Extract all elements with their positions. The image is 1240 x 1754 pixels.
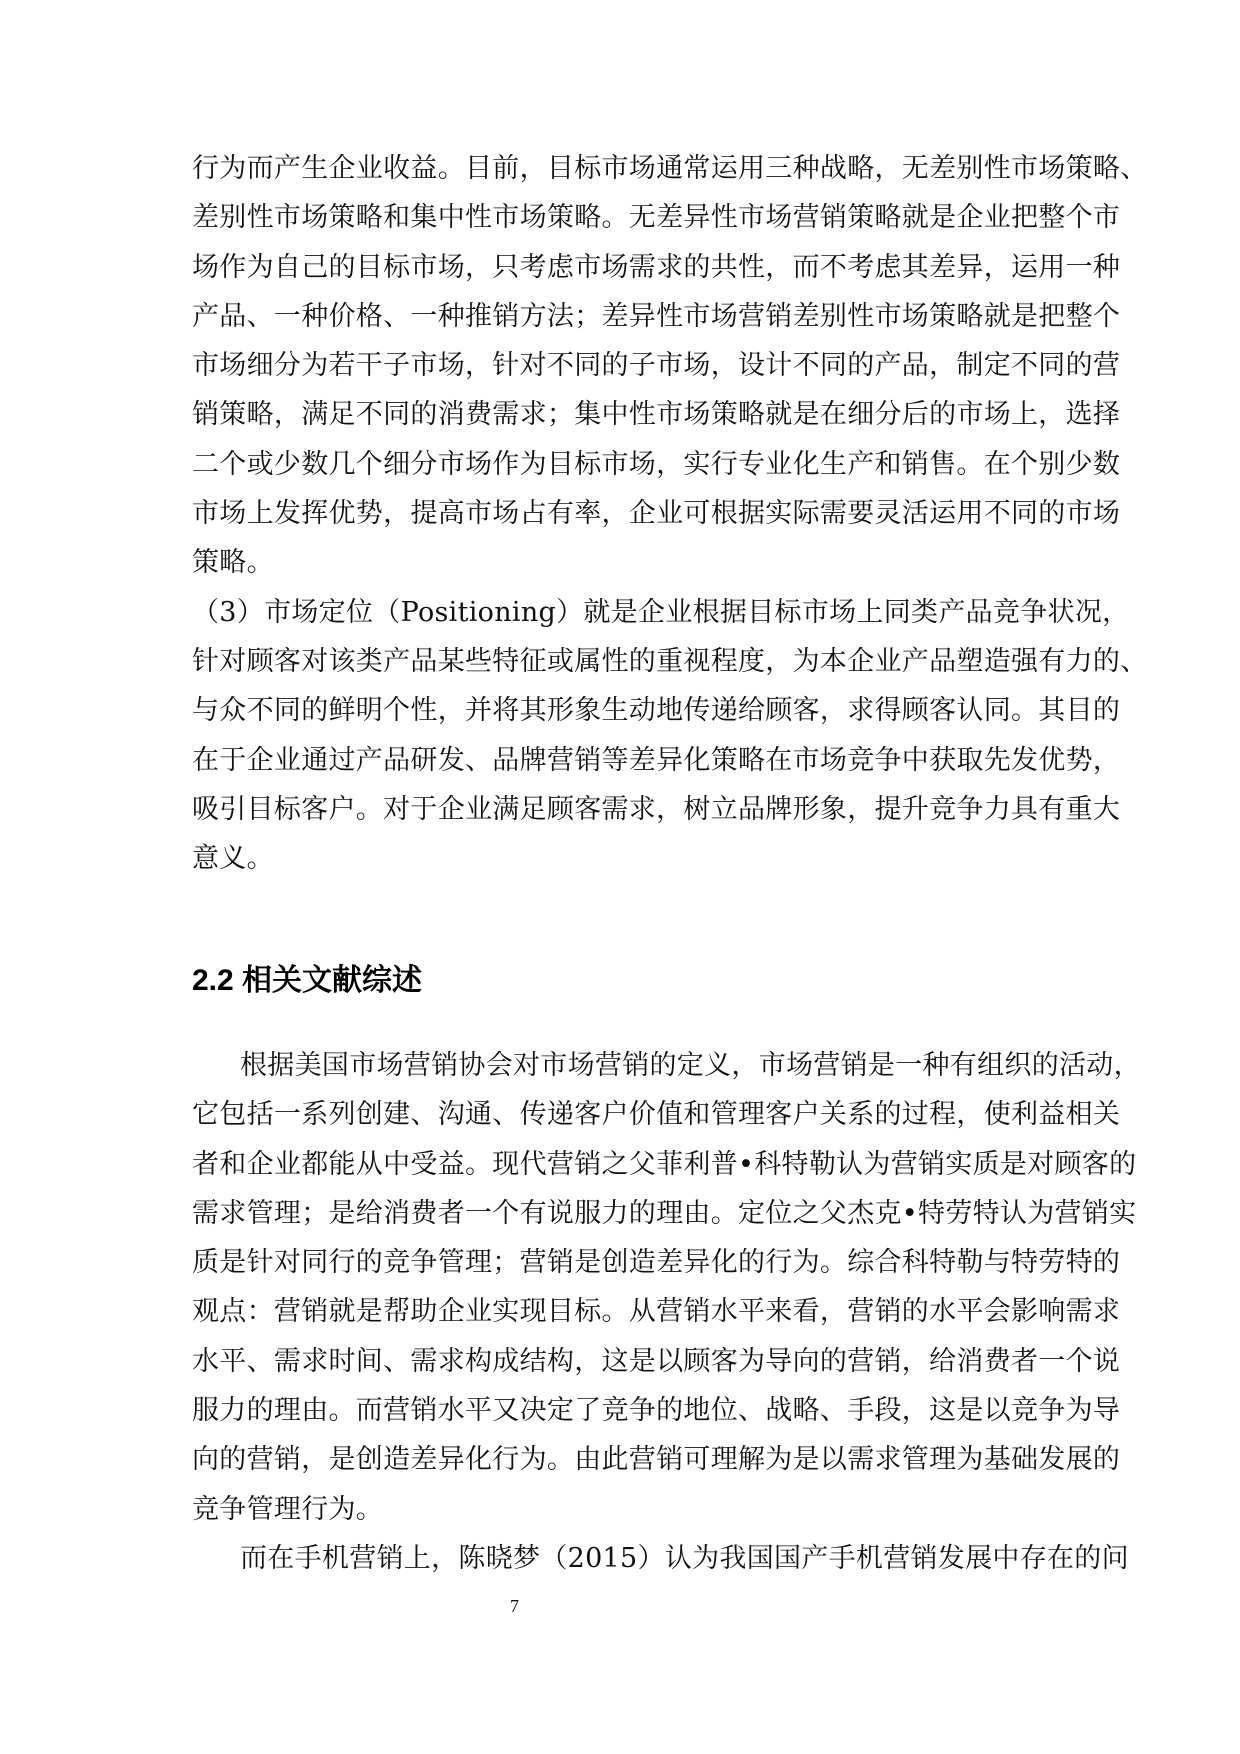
text-line: 市场细分为若干子市场，针对不同的子市场，设计不同的产品，制定不同的营 bbox=[192, 350, 1121, 382]
text-line: 策略。 bbox=[192, 547, 274, 579]
text-line: 需求管理；是给消费者一个有说服力的理由。定位之父杰克•特劳特认为营销实 bbox=[192, 1197, 1137, 1229]
text-line: 水平、需求时间、需求构成结构，这是以顾客为导向的营销，给消费者一个说 bbox=[192, 1345, 1121, 1377]
text-line: 场作为自己的目标市场，只考虑市场需求的共性，而不考虑其差异，运用一种 bbox=[192, 251, 1121, 283]
text-line: 而在手机营销上，陈晓梦（2015）认为我国国产手机营销发展中存在的问 bbox=[240, 1542, 1129, 1574]
text-line: 意义。 bbox=[192, 843, 274, 875]
text-line: 行为而产生企业收益。目前，目标市场通常运用三种战略，无差别性市场策略、 bbox=[192, 153, 1148, 184]
text-line: 针对顾客对该类产品某些特征或属性的重视程度，为本企业产品塑造强有力的、 bbox=[192, 645, 1148, 677]
text-line: 与众不同的鲜明个性，并将其形象生动地传递给顾客，求得顾客认同。其目的 bbox=[192, 695, 1121, 727]
text-line: 市场上发挥优势，提高市场占有率，企业可根据实际需要灵活运用不同的市场 bbox=[192, 498, 1121, 530]
text-line: 者和企业都能从中受益。现代营销之父菲利普•科特勒认为营销实质是对顾客的 bbox=[192, 1148, 1137, 1180]
text-line: 产品、一种价格、一种推销方法；差异性市场营销差别性市场策略就是把整个 bbox=[192, 300, 1121, 332]
text-line: 差别性市场策略和集中性市场策略。无差异性市场营销策略就是企业把整个市 bbox=[192, 202, 1121, 234]
text-line: 向的营销，是创造差异化行为。由此营销可理解为是以需求管理为基础发展的 bbox=[192, 1444, 1121, 1476]
text-line: 竞争管理行为。 bbox=[192, 1493, 384, 1525]
text-line: 服力的理由。而营销水平又决定了竞争的地位、战略、手段，这是以竞争为导 bbox=[192, 1395, 1121, 1427]
text-line: 在于企业通过产品研发、品牌营销等差异化策略在市场竞争中获取先发优势， bbox=[192, 744, 1121, 776]
text-line: （3）市场定位（Positioning）就是企业根据目标市场上同类产品竞争状况， bbox=[192, 596, 1130, 628]
text-line: 销策略，满足不同的消费需求；集中性市场策略就是在细分后的市场上，选择 bbox=[192, 399, 1121, 431]
page-number: 7 bbox=[510, 1596, 519, 1616]
text-line: 观点：营销就是帮助企业实现目标。从营销水平来看，营销的水平会影响需求 bbox=[192, 1296, 1121, 1328]
section-heading: 2.2 相关文献综述 bbox=[192, 964, 423, 997]
text-line: 根据美国市场营销协会对市场营销的定义，市场营销是一种有组织的活动， bbox=[240, 1050, 1141, 1081]
text-line: 它包括一系列创建、沟通、传递客户价值和管理客户关系的过程，使利益相关 bbox=[192, 1099, 1121, 1131]
paragraph-literature-review bbox=[192, 1041, 1141, 1583]
paragraph-target-market-strategies bbox=[192, 144, 1148, 883]
text-line: 吸引目标客户。对于企业满足顾客需求，树立品牌形象，提升竞争力具有重大 bbox=[192, 793, 1121, 825]
text-line: 二个或少数几个细分市场作为目标市场，实行专业化生产和销售。在个别少数 bbox=[192, 448, 1121, 480]
text-line: 质是针对同行的竞争管理；营销是创造差异化的行为。综合科特勒与特劳特的 bbox=[192, 1247, 1121, 1279]
